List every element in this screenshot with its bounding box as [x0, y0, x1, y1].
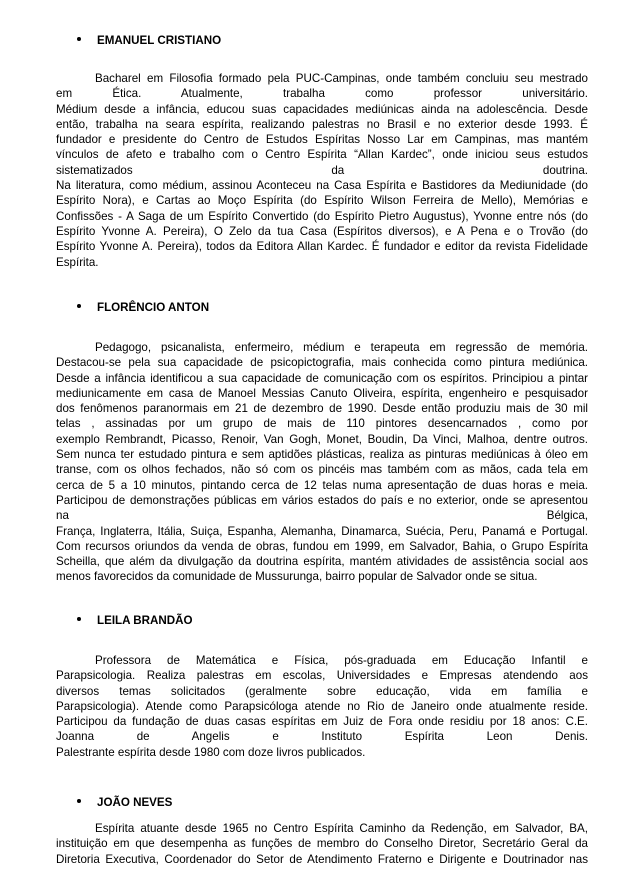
section-title: EMANUEL CRISTIANO	[97, 34, 222, 47]
text-line: fundador e presidente do Centro de Estudos Espíritas Nosso Lar em Campinas, mas mantém	[56, 133, 588, 147]
text-line: sistematizados da doutrina.	[56, 163, 588, 177]
section-title: JOÃO NEVES	[97, 796, 173, 809]
text-line: França, Inglaterra, Itália, Suiça, Espanha, Alemanha, Dinamarca, Suécia, Peru, Panamá e Portugal.	[56, 524, 588, 538]
text-line: dos fenômenos paranormais em 21 de dezembro de 1990. Desde então produziu mais de 30 mil	[56, 402, 588, 416]
section-title: FLORÊNCIO ANTON	[97, 301, 210, 314]
text-line: Com recursos oriundos da venda de obras, fundou em 1999, em Salvador, Bahia, o Grupo Espírita	[56, 539, 588, 553]
text-line: Na literatura, como médium, assinou Aconteceu na Casa Espírita e Bastidores da Mediunidade (do	[56, 179, 588, 193]
text-line: Participou de demonstrações públicas em vários estados do país e no exterior, onde se apresentou	[56, 493, 588, 507]
text-line: Professora de Matemática e Física, pós-graduada em Educação Infantil e	[95, 654, 588, 667]
text-line: em Ética. Atualmente, trabalha como professor universitário.	[56, 87, 588, 101]
bullet-icon	[74, 614, 97, 628]
bullet-icon	[74, 796, 97, 810]
text-line: exemplo Rembrandt, Picasso, Renoir, Van Gogh, Monet, Boudin, Da Vinci, Malhoa, dentre outros.	[56, 432, 588, 446]
text-line: Desde a infância identificou a sua capacidade de comunicação com os espíritos. Principiou a pintar	[56, 371, 588, 385]
bullet-icon	[74, 34, 97, 48]
text-line: Diretoria Executiva, Coordenador do Setor de Atendimento Fraterno e Dirigente e Doutrinador nas	[56, 852, 588, 866]
text-line: transe, com os olhos fechados, não só com os pincéis mas também com as mãos, cada tela em	[56, 463, 588, 477]
bio-paragraph-joao-neves	[56, 821, 588, 867]
section-heading-leila-brandao	[74, 614, 193, 628]
text-line: Bacharel em Filosofia formado pela PUC-Campinas, onde também concluiu seu mestrado	[95, 72, 588, 85]
text-line: Joanna de Angelis e Instituto Espírita Leon Denis.	[56, 730, 588, 744]
text-line: Pedagogo, psicanalista, enfermeiro, médium e terapeuta em regressão de memória.	[95, 341, 588, 354]
bio-paragraph-leila-brandao	[56, 653, 588, 760]
text-line: mediunicamente em casa de Manoel Messias Canuto Oliveira, espírita, engenheiro e pesquisador	[56, 386, 588, 400]
text-line: vínculos de afeto e trabalho com o Centro Espírita “Allan Kardec”, onde iniciou seus estudos	[56, 148, 588, 162]
text-line: instituição em que desempenha as funções de membro do Conselho Diretor, Secretário Geral da	[56, 837, 588, 851]
text-line: Espírita atuante desde 1965 no Centro Espírita Caminho da Redenção, em Salvador, BA,	[95, 822, 588, 835]
text-line: Parapsicologia). Atende como Parapsicóloga atende no Rio de Janeiro onde atualmente reside.	[56, 699, 588, 713]
section-heading-florencio-anton	[74, 301, 209, 315]
section-heading-emanuel-cristiano	[74, 34, 221, 48]
text-line: telas , assinadas por um grupo de mais de 110 pintores desencarnados , como por	[56, 417, 588, 431]
text-line: Médium desde a infância, educou suas capacidades mediúnicas ainda na adolescência. Desde	[56, 102, 588, 116]
text-line: na Bélgica,	[56, 509, 588, 523]
text-line: Scheilla, que além da divulgação da doutrina espírita, mantém atividades de assistência social aos	[56, 555, 588, 569]
text-line: Sem nunca ter estudado pintura e sem aptidões plásticas, realiza as pinturas mediúnicas à óleo em	[56, 448, 588, 462]
bullet-icon	[74, 301, 97, 315]
text-line: Espírito Yvonne A. Pereira), O Zelo da tua Casa (Espíritos diversos), e A Pena e o Trovão (do	[56, 224, 588, 238]
text-line: cerca de 5 a 10 minutos, pintando cerca de 12 telas numa apresentação de duas horas e meia.	[56, 478, 588, 492]
text-line: Espírita.	[56, 255, 99, 269]
text-line: Confissões - A Saga de um Espírito Convertido (do Espírito Pietro Augustus), Yvonne entre nós (do	[56, 209, 588, 223]
text-line: diversos temas solicitados (geralmente sobre educação, vida em família e	[56, 684, 588, 698]
text-line: Espírito Yvonne A. Pereira), todos da Editora Allan Kardec. É fundador e editor da revista Fidelidade	[56, 240, 588, 254]
text-line: então, trabalha na seara espírita, realizando palestras no Brasil e no exterior desde 1993. É	[56, 117, 588, 131]
bio-paragraph-florencio-anton	[56, 340, 588, 585]
text-line: menos favorecidos da comunidade de Mussurunga, bairro popular de Salvador onde se situa.	[56, 570, 538, 584]
text-line: Participou da fundação de duas casas espíritas em Juiz de Fora onde residiu por 18 anos: C.E.	[56, 715, 588, 729]
text-line: Espírito Nora), e Cartas ao Moço Espírita (do Espírito Wilson Ferreira de Mello), Memórias e	[56, 194, 588, 208]
text-line: Palestrante espírita desde 1980 com doze livros publicados.	[56, 745, 366, 759]
text-line: Parapsicologia. Realiza palestras em escolas, Universidades e Empresas atendendo aos	[56, 669, 588, 683]
text-line: Destacou-se pela sua capacidade de psicopictografia, mais conhecida como pintura mediúnica.	[56, 356, 588, 370]
bio-paragraph-emanuel-cristiano	[56, 71, 588, 270]
section-title: LEILA BRANDÃO	[97, 614, 193, 627]
section-heading-joao-neves	[74, 796, 172, 810]
